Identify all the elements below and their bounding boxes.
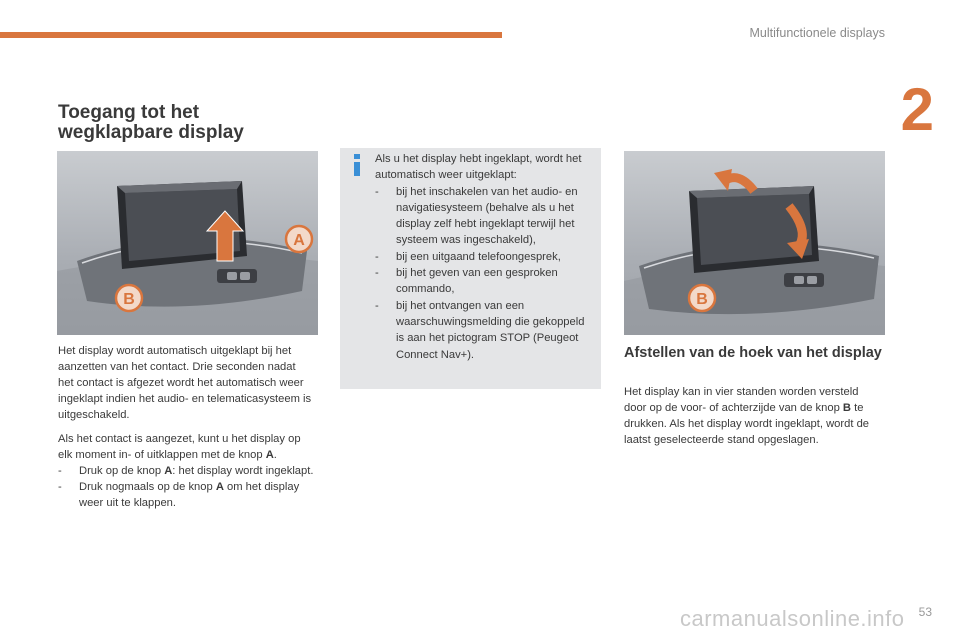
section-title: Multifunctionele displays	[749, 26, 885, 40]
list-item: - Druk op de knop A: het display wordt ingeklapt.	[58, 465, 314, 477]
list-item-text: bij het ontvangen van een waarschuwingsmelding die gekoppeld is aan het pictogram STOP (Peugeot Connect Nav+).	[396, 299, 585, 361]
list-item-text: : het display wordt ingeklapt.	[172, 465, 314, 477]
label-b: B	[123, 291, 135, 308]
list-item: - bij het inschakelen van het audio- en navigatiesysteem (behalve als u het display zelf hebt ingeklapt terwijl het systeem was ingeschakeld),	[375, 185, 578, 247]
info-icon	[350, 154, 364, 176]
paragraph-contact-text: Als het contact is aangezet, kunt u het display op elk moment in- of uitklappen met de knop	[58, 433, 301, 461]
label-a: A	[293, 232, 305, 249]
info-text	[375, 151, 593, 363]
list-item: - bij het ontvangen van een waarschuwingsmelding die gekoppeld is aan het pictogram STOP (Peugeot Connect Nav+).	[375, 299, 585, 361]
paragraph-angle	[624, 384, 880, 448]
paragraph-auto-unfold: Het display wordt automatisch uitgeklapt bij het aanzetten van het contact. Drie seconden nadat het contact is afgezet wordt het automatisch weer ingeklapt indien het audio- en telematicasysteem is uitgeschakeld.	[58, 345, 312, 421]
watermark: carmanualsonline.info	[680, 606, 905, 631]
key-a: A	[265, 449, 274, 461]
chapter-number: 2	[900, 76, 934, 143]
list-item-text: bij het inschakelen van het audio- en navigatiesysteem (behalve als u het display zelf hebt ingeklapt terwijl het systeem was ingeschakeld),	[396, 185, 578, 247]
header-accent-bar	[0, 32, 502, 38]
list-item: - Druk nogmaals op de knop A om het display weer uit te klappen.	[58, 481, 300, 509]
list-item-text: Druk op de knop	[79, 465, 165, 477]
key-b: B	[842, 402, 852, 414]
page-number: 53	[918, 605, 932, 619]
photo-display-tilt	[624, 151, 885, 335]
display-illustration-tilt	[624, 151, 885, 335]
display-illustration-a-b	[57, 151, 318, 335]
key-a: A	[164, 465, 173, 477]
paragraph-angle-end: te drukken. Als het display wordt ingeklapt, wordt de laatst geselecteerde stand opgeslagen.	[624, 402, 870, 446]
list-item-text: bij het geven van een gesproken commando,	[396, 267, 558, 296]
list-item-text: Druk nogmaals op de knop	[79, 481, 216, 493]
section-heading-angle: Afstellen van de hoek van het display	[624, 345, 882, 361]
list-item: - bij het geven van een gesproken commando,	[375, 267, 558, 296]
label-b: B	[696, 291, 708, 308]
paragraph-contact	[58, 431, 314, 463]
left-column-text	[58, 343, 314, 511]
key-a: A	[215, 481, 224, 493]
right-column-text	[624, 384, 880, 456]
paragraph-contact-end: .	[273, 449, 277, 461]
info-intro: Als u het display hebt ingeklapt, wordt het automatisch weer uitgeklapt:	[375, 153, 582, 182]
paragraph-angle-text: Het display kan in vier standen worden versteld door op de voor- of achterzijde van de knop	[624, 386, 859, 414]
list-item-text: bij een uitgaand telefoongesprek,	[396, 250, 561, 263]
list-item: - bij een uitgaand telefoongesprek,	[375, 250, 561, 263]
photo-display-buttons	[57, 151, 318, 335]
page-title: Toegang tot het wegklapbare display	[58, 102, 244, 143]
list-item-text: om het display weer uit te klappen.	[79, 481, 300, 509]
